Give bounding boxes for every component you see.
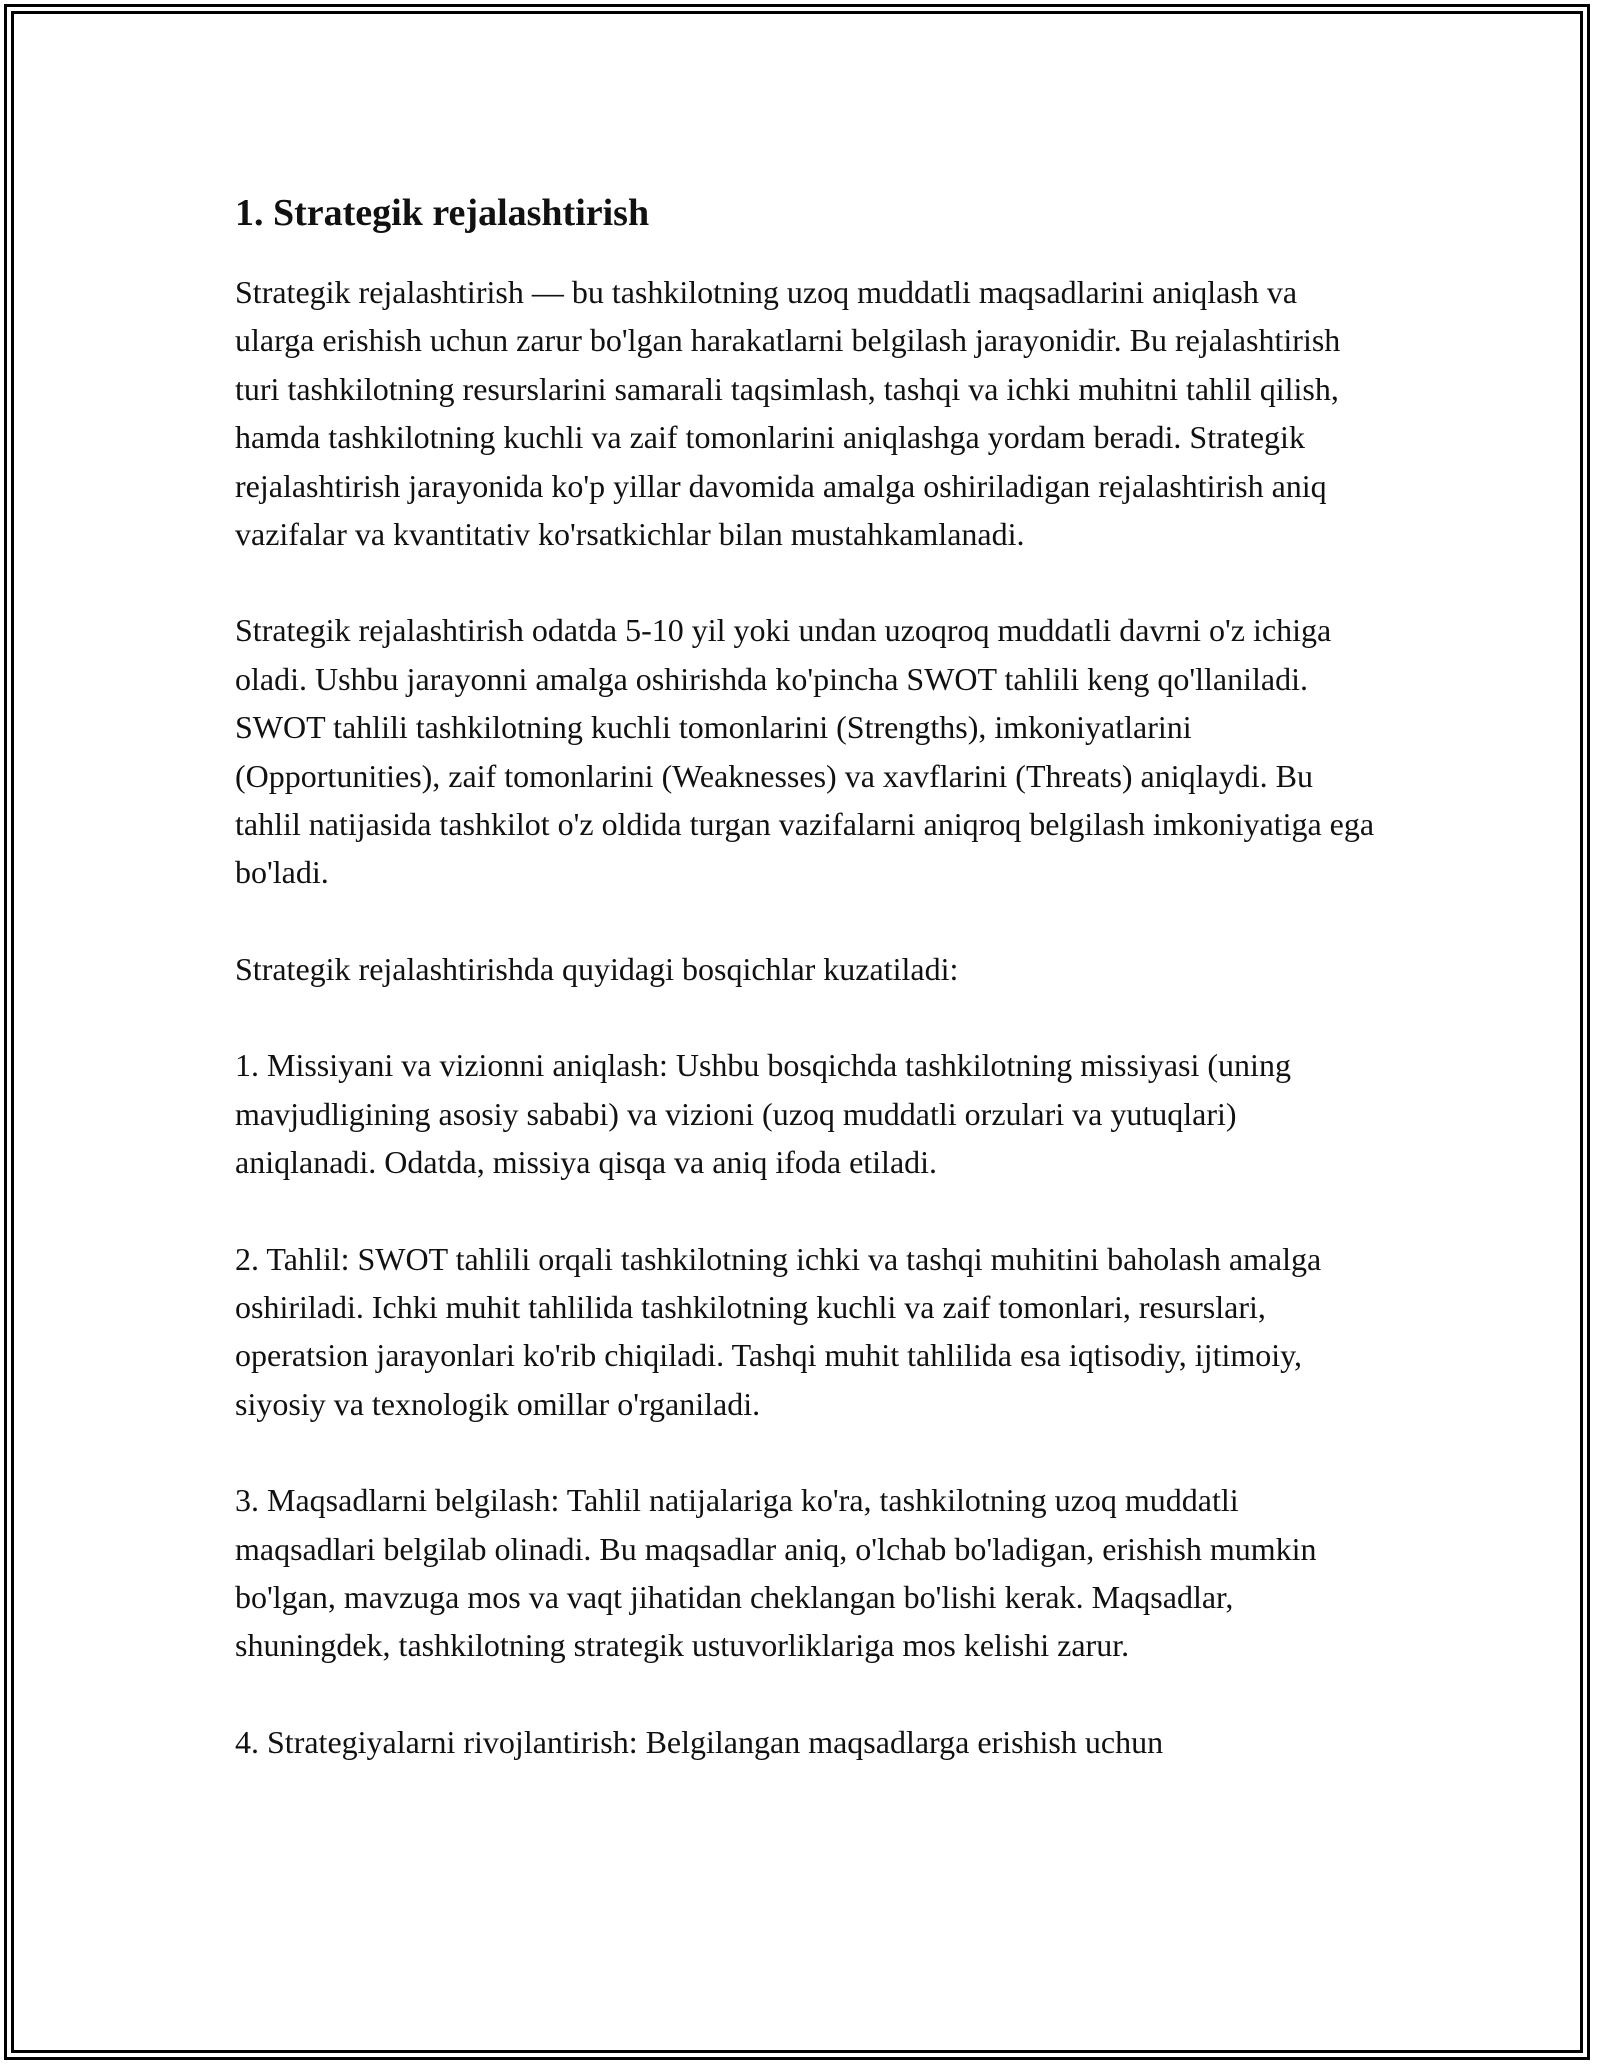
list-item-stage-4: 4. Strategiyalarni rivojlantirish: Belgilangan maqsadlarga erishish uchun bbox=[235, 1723, 1164, 1760]
paragraph-swot: Strategik rejalashtirish odatda 5-10 yil yoki undan uzoqroq muddatli davrni o'z ichiga oladi. Ushbu jarayonni amalga oshirishda ko'pincha SWOT tahlili keng qo'llaniladi. SWOT tahlili tashkilotning kuchli tomonlarini (Strengths), imkoniyatlarini (Opportunities), zaif tomonlarini (Weaknesses) va xavflarini (Threats) aniqlaydi. Bu tahlil natijasida tashkilot o'z oldida turgan vazifalarni aniqroq belgilash imkoniyatiga ega bo'ladi. bbox=[235, 612, 1375, 891]
document-body bbox=[235, 188, 1375, 1814]
section-heading: 1. Strategik rejalashtirish bbox=[235, 192, 650, 234]
paragraph-stages-intro: Strategik rejalashtirishda quyidagi bosqichlar kuzatiladi: bbox=[235, 950, 959, 987]
list-item-stage-1: 1. Missiyani va vizionni aniqlash: Ushbu bosqichda tashkilotning missiyasi (uning mavjudligining asosiy sababi) va vizioni (uzoq muddatli orzulari va yutuqlari) aniqlanadi. Odatda, missiya qisqa va aniq ifoda etiladi. bbox=[235, 1047, 1291, 1181]
list-item-stage-3: 3. Maqsadlarni belgilash: Tahlil natijalariga ko'ra, tashkilotning uzoq muddatli maqsadlari belgilab olinadi. Bu maqsadlar aniq, o'lchab bo'ladigan, erishish mumkin bo'lgan, mavzuga mos va vaqt jihatidan cheklangan bo'lishi kerak. Maqsadlar, shuningdek, tashkilotning strategik ustuvorliklariga mos kelishi zarur. bbox=[235, 1482, 1317, 1664]
list-item-stage-2: 2. Tahlil: SWOT tahlili orqali tashkilotning ichki va tashqi muhitini baholash amalga oshiriladi. Ichki muhit tahlilida tashkilotning kuchli va zaif tomonlari, resurslari, operatsion jarayonlari ko'rib chiqiladi. Tashqi muhit tahlilida esa iqtisodiy, ijtimoiy, siyosiy va texnologik omillar o'rganiladi. bbox=[235, 1240, 1322, 1422]
paragraph-definition: Strategik rejalashtirish — bu tashkilotning uzoq muddatli maqsadlarini aniqlash va ularga erishish uchun zarur bo'lgan harakatlarni belgilash jarayonidir. Bu rejalashtirish turi tashkilotning resurslarini samarali taqsimlash, tashqi va ichki muhitni tahlil qilish, hamda tashkilotning kuchli va zaif tomonlarini aniqlashga yordam beradi. Strategik rejalashtirish jarayonida ko'p yillar davomida amalga oshiriladigan rejalashtirish aniq vazifalar va kvantitativ ko'rsatkichlar bilan mustahkamlanadi. bbox=[235, 274, 1341, 553]
